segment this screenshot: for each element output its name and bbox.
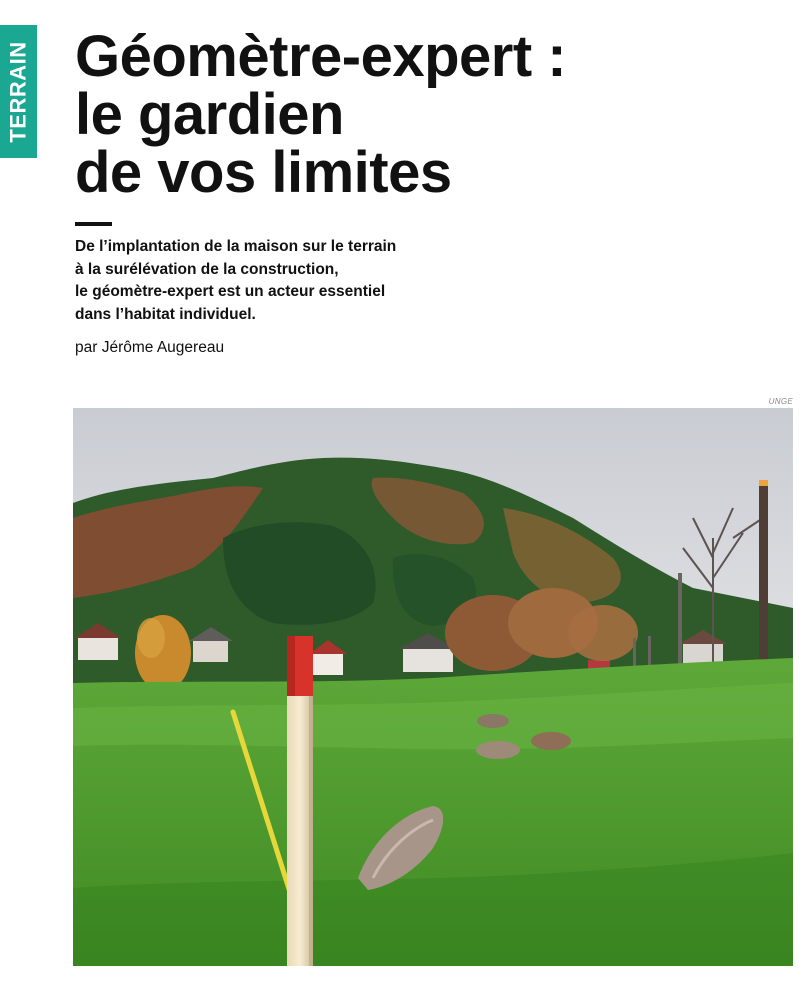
photo-credit: UNGE (768, 397, 793, 406)
lede-line: à la surélévation de la construction, (75, 260, 339, 278)
title-line: Géomètre-expert : (75, 24, 567, 89)
boundary-stake (287, 636, 313, 966)
section-tab (0, 25, 37, 158)
landscape-illustration (73, 408, 793, 966)
article-photo (73, 408, 793, 966)
article-byline: par Jérôme Augereau (75, 339, 225, 356)
title-line: de vos limites (75, 140, 452, 205)
lede-line: dans l’habitat individuel. (75, 305, 256, 323)
lede-line: le géomètre-expert est un acteur essentiel (75, 283, 386, 300)
lede-line: De l’implantation de la maison sur le terrain (75, 238, 397, 255)
article-lede (75, 236, 396, 326)
section-label: TERRAIN (5, 40, 31, 143)
title-line: le gardien (75, 82, 344, 147)
title-divider (75, 222, 112, 226)
orange-tree (135, 615, 191, 691)
article-title (75, 24, 567, 205)
